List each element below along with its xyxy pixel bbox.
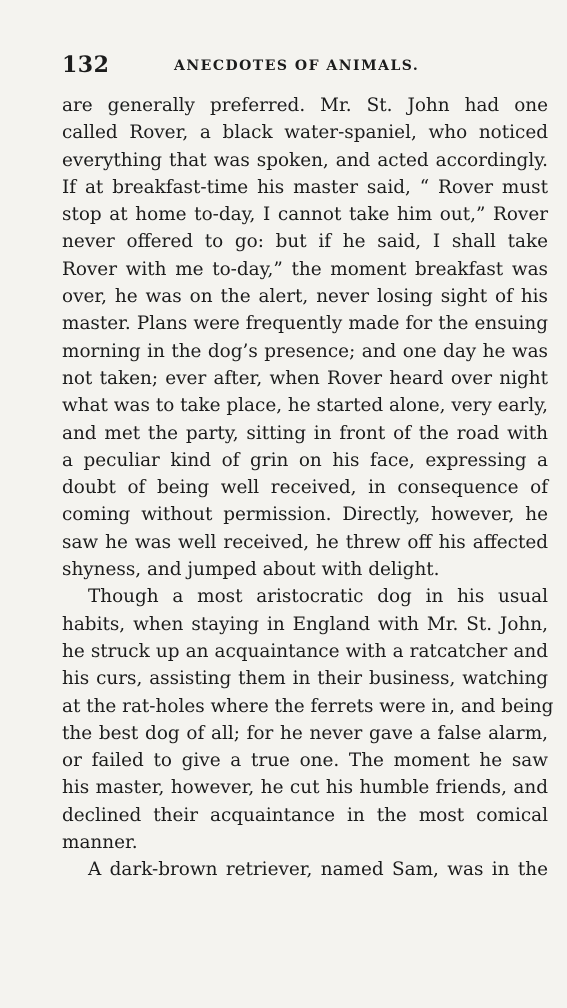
page-number: 132 bbox=[62, 52, 110, 78]
text-line: a peculiar kind of grin on his face, expressing a bbox=[62, 449, 548, 471]
text-line: master. Plans were frequently made for the ensuing bbox=[62, 313, 548, 335]
text-line: A dark-brown retriever, named Sam, was in the bbox=[88, 859, 548, 881]
text-line: what was to take place, he started alone, very early, bbox=[62, 395, 548, 417]
paragraph bbox=[62, 583, 554, 856]
text-line: coming without permission. Directly, however, he bbox=[62, 504, 548, 526]
text-line: everything that was spoken, and acted accordingly. bbox=[62, 149, 548, 171]
running-title: ANECDOTES OF ANIMALS. bbox=[174, 58, 420, 74]
text-line: the best dog of all; for he never gave a false alarm, bbox=[62, 722, 548, 744]
text-line: shyness, and jumped about with delight. bbox=[62, 559, 440, 581]
text-line: his curs, assisting them in their business, watching bbox=[62, 668, 548, 690]
text-line: morning in the dog’s presence; and one day he was bbox=[62, 340, 548, 362]
text-line: If at breakfast-time his master said, “ Rover must bbox=[62, 176, 548, 198]
text-line: manner. bbox=[62, 832, 138, 854]
text-line: habits, when staying in England with Mr. St. John, bbox=[62, 613, 548, 635]
text-line: saw he was well received, he threw off his affected bbox=[62, 531, 548, 553]
text-line: at the rat-holes where the ferrets were in, and being bbox=[62, 695, 554, 717]
paragraph bbox=[62, 92, 548, 583]
text-line: or failed to give a true one. The moment he saw bbox=[62, 750, 548, 772]
text-line: Though a most aristocratic dog in his usual bbox=[88, 586, 548, 608]
paragraph bbox=[62, 856, 548, 883]
text-line: are generally preferred. Mr. St. John had one bbox=[62, 95, 548, 116]
text-line: stop at home to-day, I cannot take him out,” Rover bbox=[62, 204, 548, 226]
text-line: not taken; ever after, when Rover heard over night bbox=[62, 367, 548, 389]
text-line: Rover with me to-day,” the moment breakfast was bbox=[62, 258, 548, 280]
text-line: declined their acquaintance in the most comical bbox=[62, 804, 548, 826]
page-header bbox=[62, 52, 548, 82]
text-line: doubt of being well received, in consequence of bbox=[62, 477, 548, 499]
text-line: his master, however, he cut his humble friends, and bbox=[62, 777, 548, 799]
text-line: over, he was on the alert, never losing sight of his bbox=[62, 286, 548, 308]
text-line: called Rover, a black water-spaniel, who noticed bbox=[62, 122, 548, 144]
text-line: he struck up an acquaintance with a ratcatcher and bbox=[62, 640, 548, 662]
text-line: never offered to go: but if he said, I shall take bbox=[62, 231, 548, 253]
body-text bbox=[62, 92, 554, 884]
text-line: and met the party, sitting in front of the road with bbox=[62, 422, 548, 444]
